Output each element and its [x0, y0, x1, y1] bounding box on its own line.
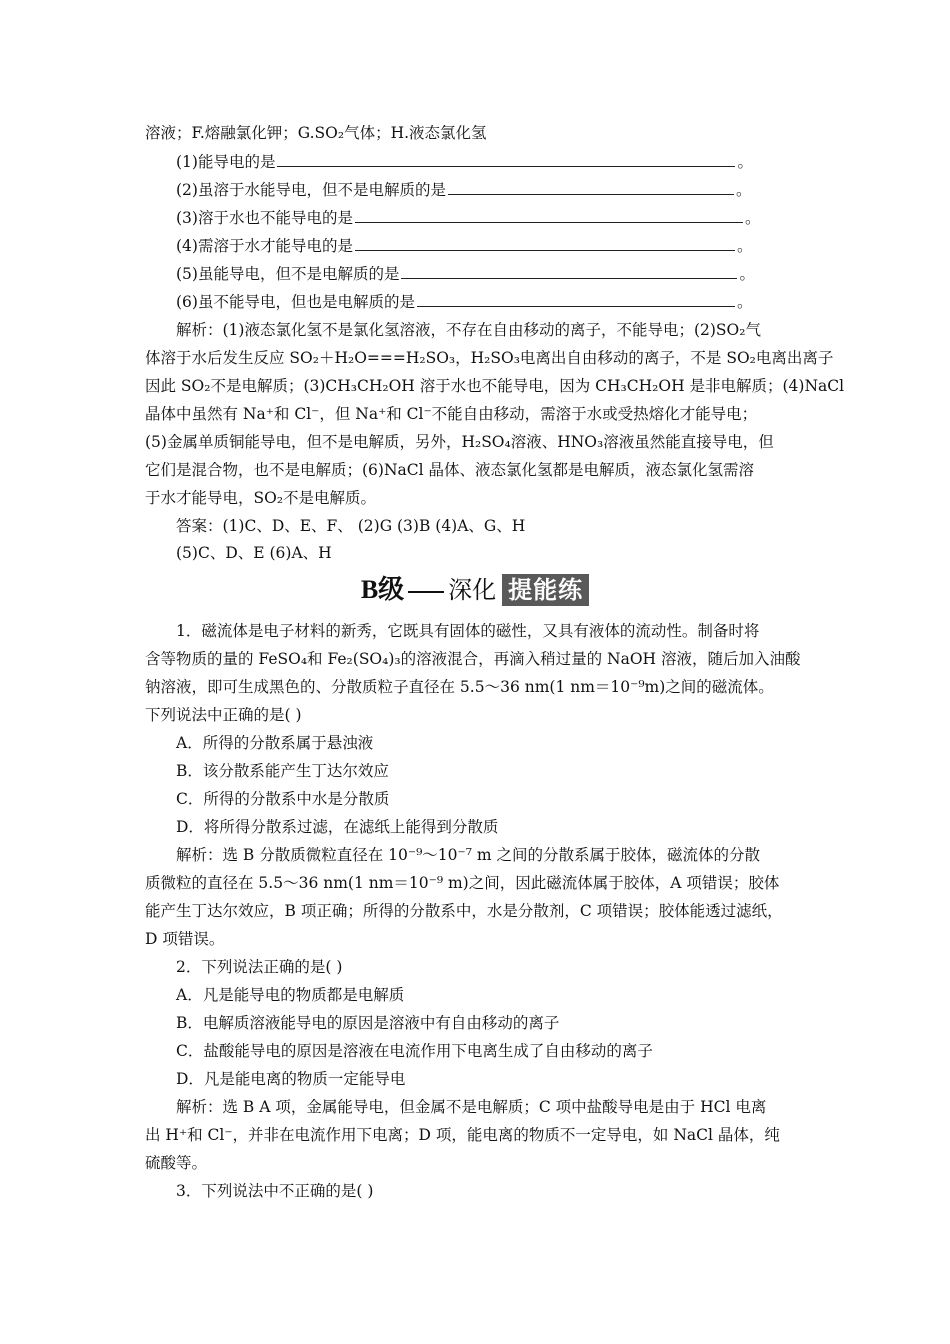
question-end: 。 — [735, 181, 752, 199]
q2-option-b[interactable]: B．电解质溶液能导电的原因是溶液中有自由移动的离子 — [176, 1014, 560, 1032]
answer-blank[interactable] — [355, 208, 743, 223]
answer-line: 答案：(1)C、D、E、F、 (2)G (3)B (4)A、G、H — [176, 517, 526, 535]
q1-stem-line: 1．磁流体是电子材料的新秀，它既具有固体的磁性，又具有液体的流动性。制备时将 — [176, 622, 760, 640]
question-end: 。 — [744, 209, 761, 227]
top-line: 溶液；F.熔融氯化钾；G.SO₂气体；H.液态氯化氢 — [145, 124, 487, 142]
answer-blank[interactable] — [401, 264, 737, 279]
q2-option-a[interactable]: A．凡是能导电的物质都是电解质 — [176, 986, 405, 1004]
heading-level: B级 — [360, 575, 405, 604]
question-2 — [176, 180, 751, 200]
q1-analysis-line: 能产生丁达尔效应，B 项正确；所得的分散系中，水是分散剂，C 项错误；胶体能透过滤纸， — [145, 902, 783, 920]
question-label: (6)虽不能导电，但也是电解质的是 — [176, 293, 415, 311]
answer-line: (5)C、D、E (6)A、H — [176, 544, 332, 562]
answer-blank[interactable] — [355, 236, 735, 251]
analysis-line: 于水才能导电，SO₂不是电解质。 — [145, 489, 377, 507]
analysis-line: 它们是混合物，也不是电解质；(6)NaCl 晶体、液态氯化氢都是电解质，液态氯化氢需溶 — [145, 461, 755, 479]
answer-blank[interactable] — [448, 180, 734, 195]
q1-stem-line: 钠溶液，即可生成黑色的、分散质粒子直径在 5.5～36 nm(1 nm＝10⁻⁹m)之间的磁流体。 — [145, 678, 774, 696]
question-3 — [176, 208, 760, 228]
question-end: 。 — [737, 153, 753, 171]
question-end: 。 — [739, 265, 755, 283]
q2-option-c[interactable]: C．盐酸能导电的原因是溶液在电流作用下电离生成了自由移动的离子 — [176, 1042, 653, 1060]
section-heading — [0, 574, 950, 606]
q1-stem-line: 下列说法中正确的是( ) — [145, 706, 302, 724]
question-label: (3)溶于水也不能导电的是 — [176, 209, 353, 227]
heading-box: 提能练 — [502, 574, 589, 606]
question-label: (5)虽能导电，但不是电解质的是 — [176, 265, 400, 283]
q2-option-d[interactable]: D．凡是能电离的物质一定能导电 — [176, 1070, 406, 1088]
q1-stem-line: 含等物质的量的 FeSO₄和 Fe₂(SO₄)₃的溶液混合，再滴入稍过量的 NaOH 溶液，随后加入油酸 — [145, 650, 801, 668]
heading-deep: 深化 — [448, 576, 497, 604]
question-1 — [176, 152, 753, 172]
q2-analysis-line: 解析：选 B A 项，金属能导电，但金属不是电解质；C 项中盐酸导电是由于 HCl 电离 — [176, 1098, 767, 1116]
question-5 — [176, 264, 755, 284]
q1-option-b[interactable]: B．该分散系能产生丁达尔效应 — [176, 762, 389, 780]
question-label: (2)虽溶于水能导电，但不是电解质的是 — [176, 181, 446, 199]
q1-option-c[interactable]: C．所得的分散系中水是分散质 — [176, 790, 390, 808]
question-6 — [176, 292, 752, 312]
q1-analysis-line: D 项错误。 — [145, 930, 225, 948]
question-end: 。 — [736, 237, 753, 255]
q2-analysis-line: 出 H⁺和 Cl⁻，并非在电流作用下电离；D 项，能电离的物质不一定导电，如 NaCl 晶体，纯 — [145, 1126, 780, 1144]
q3-stem: 3．下列说法中不正确的是( ) — [176, 1182, 374, 1200]
question-4 — [176, 236, 752, 256]
q1-option-a[interactable]: A．所得的分散系属于悬浊液 — [176, 734, 374, 752]
answer-blank[interactable] — [277, 152, 735, 167]
answer-blank[interactable] — [417, 292, 735, 307]
q2-stem: 2．下列说法正确的是( ) — [176, 958, 343, 976]
analysis-line: 解析：(1)液态氯化氢不是氯化氢溶液，不存在自由移动的离子，不能导电；(2)SO₂气 — [176, 321, 761, 339]
question-label: (1)能导电的是 — [176, 153, 276, 171]
analysis-line: (5)金属单质铜能导电，但不是电解质，另外，H₂SO₄溶液、HNO₃溶液虽然能直接导电，但 — [145, 433, 774, 451]
question-end: 。 — [736, 293, 753, 311]
analysis-line: 体溶于水后发生反应 SO₂＋H₂O===H₂SO₃，H₂SO₃电离出自由移动的离子，不是 SO₂电离出离子 — [145, 349, 834, 367]
analysis-line: 晶体中虽然有 Na⁺和 Cl⁻，但 Na⁺和 Cl⁻不能自由移动，需溶于水或受热熔化才能导电； — [145, 405, 758, 423]
q2-analysis-line: 硫酸等。 — [145, 1154, 208, 1172]
q1-analysis-line: 解析：选 B 分散质微粒直径在 10⁻⁹～10⁻⁷ m 之间的分散系属于胶体，磁流体的分散 — [176, 846, 760, 864]
q1-analysis-line: 质微粒的直径在 5.5～36 nm(1 nm＝10⁻⁹ m)之间，因此磁流体属于胶体，A 项错误；胶体 — [145, 874, 780, 892]
q1-option-d[interactable]: D．将所得分散系过滤，在滤纸上能得到分散质 — [176, 818, 499, 836]
question-label: (4)需溶于水才能导电的是 — [176, 237, 353, 255]
heading-dash — [408, 591, 444, 593]
analysis-line: 因此 SO₂不是电解质；(3)CH₃CH₂OH 溶于水也不能导电，因为 CH₃CH₂OH 是非电解质；(4)NaCl — [145, 377, 845, 395]
